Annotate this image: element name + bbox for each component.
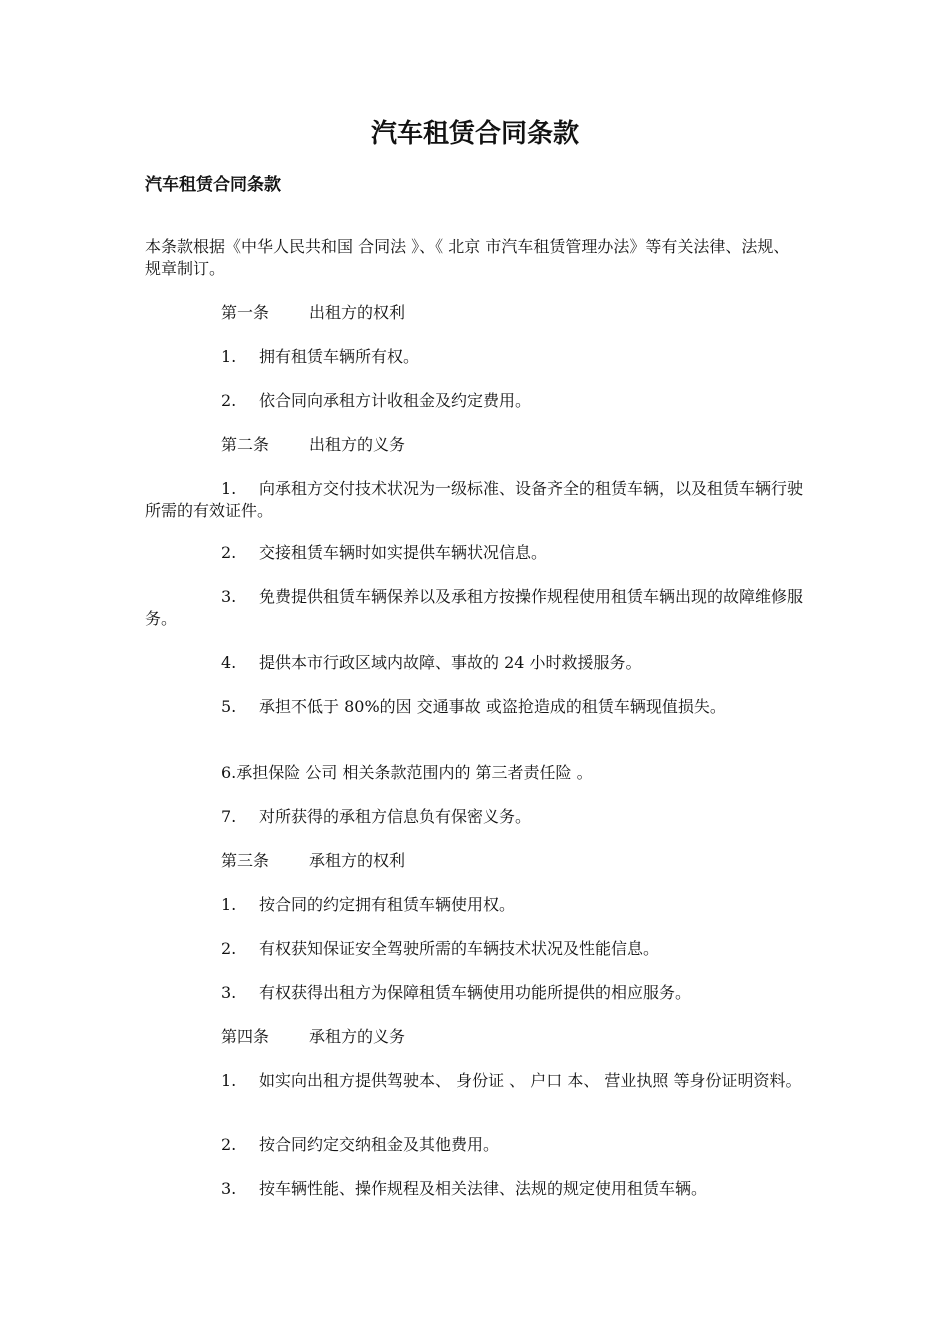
article-heading-2 (145, 434, 805, 456)
article-heading-3 (145, 850, 805, 872)
article-number: 第二条 (221, 435, 270, 454)
article-number: 第一条 (221, 303, 270, 322)
list-item: 2. 交接租赁车辆时如实提供车辆状况信息。 (221, 543, 548, 562)
list-item: 2. 按合同约定交纳租金及其他费用。 (221, 1135, 500, 1154)
article-heading-1 (145, 302, 805, 324)
list-item: 2. 有权获知保证安全驾驶所需的车辆技术状况及性能信息。 (221, 939, 660, 958)
article-title: 出租方的权利 (309, 303, 406, 322)
list-item: 3. 免费提供租赁车辆保养以及承租方按操作规程使用租赁车辆出现的故障维修服务。 (145, 587, 804, 628)
article-number: 第三条 (221, 851, 270, 870)
article-number: 第四条 (221, 1027, 270, 1046)
list-item: 1. 按合同的约定拥有租赁车辆使用权。 (221, 895, 516, 914)
list-item: 7. 对所获得的承租方信息负有保密义务。 (221, 807, 532, 826)
document-subtitle: 汽车租赁合同条款 (145, 175, 281, 195)
article-title: 出租方的义务 (309, 435, 406, 454)
article-title: 承租方的权利 (309, 851, 406, 870)
list-item: 1. 如实向出租方提供驾驶本、 身份证 、 户口 本、 营业执照 等身份证明资料。 (221, 1071, 802, 1090)
list-item: 2. 依合同向承租方计收租金及约定费用。 (221, 391, 532, 410)
list-item: 6.承担保险 公司 相关条款范围内的 第三者责任险 。 (221, 763, 593, 782)
article-heading-4 (145, 1026, 805, 1048)
list-item: 1. 拥有租赁车辆所有权。 (221, 347, 420, 366)
list-item: 3. 有权获得出租方为保障租赁车辆使用功能所提供的相应服务。 (221, 983, 692, 1002)
article-title: 承租方的义务 (309, 1027, 406, 1046)
list-item: 3. 按车辆性能、操作规程及相关法律、法规的规定使用租赁车辆。 (221, 1179, 708, 1198)
document-title: 汽车租赁合同条款 (370, 119, 579, 149)
intro-paragraph: 本条款根据《中华人民共和国 合同法 》、《 北京 市汽车租赁管理办法》等有关法律、法规、规章制订。 (145, 237, 790, 278)
list-item: 1. 向承租方交付技术状况为一级标准、设备齐全的租赁车辆，以及租赁车辆行驶所需的有效证件。 (145, 479, 804, 520)
list-item: 4. 提供本市行政区域内故障、事故的 24 小时救援服务。 (221, 653, 642, 672)
list-item: 5. 承担不低于 80%的因 交通事故 或盗抢造成的租赁车辆现值损失。 (221, 697, 726, 716)
